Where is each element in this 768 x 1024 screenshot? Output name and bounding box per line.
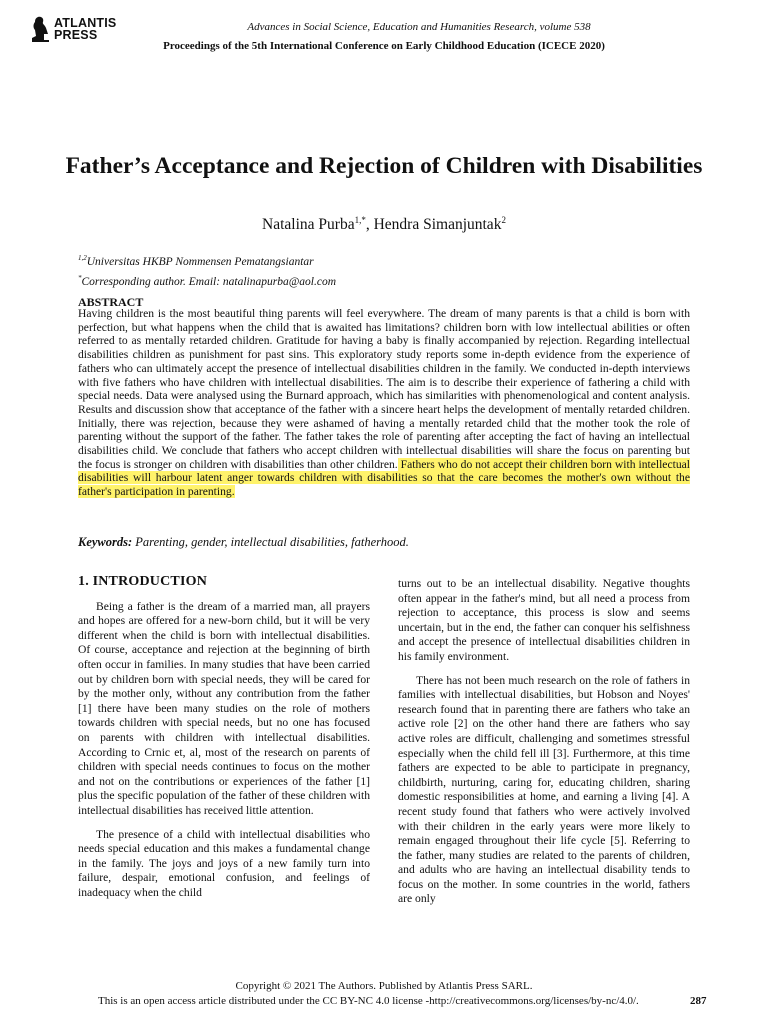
section-heading: 1. INTRODUCTION	[78, 574, 208, 589]
keywords	[78, 535, 409, 550]
copyright-line: Copyright © 2021 The Authors. Published by Atlantis Press SARL.	[235, 980, 533, 992]
right-column	[398, 577, 690, 916]
keywords-text: Parenting, gender, intellectual disabilities, fatherhood.	[132, 535, 409, 549]
paragraph: Being a father is the dream of a married man, all prayers and hopes are offered for a new-born child, but it will be very different when the child is born with intellectual disabilities. Of course, acceptance and rejection at the beginning of birth often occur in families. In many studies that have been carried out by children born with special needs, they will be cared for by the mother only, without any contribution from the father [1] there have been many studies on the role of mothers towards children with special needs, but no one has focused on parents with children with intellectual disabilities. According to Crnic et, al, most of the research on parents of children with special needs continues to focus on the mother and not on the contributions or experiences of the father [1] plus the specific population of the father of these children with intellectual disabilities has received little attention.	[78, 599, 370, 817]
paragraph: There has not been much research on the role of fathers in families with intellectual disabilities, but Hobson and Noyes' research found that in parenting there are fathers who take an active role [2] on the other hand there are fathers who say active roles are difficult, challenging and sometimes stressful especially when the child fell ill [3]. Furthermore, at this time fathers are expected to be able to participate in pregnancy, childbirth, nurturing, caring for, educating children, sharing domestic responsibilities at home, and earning a living [4]. A recent study found that fathers who were actively involved with their children in the early years were more likely to remain engaged throughout their life cycle [5]. Referring to the father, many studies are related to the parents of children, and adults who are having an intellectual disability tends to focus on the mother. In some countries in the world, fathers are only	[398, 673, 690, 906]
left-column	[78, 575, 370, 909]
license-line: This is an open access article distributed under the CC BY-NC 4.0 license -http://creativecommons.org/licenses/by-nc/4.0/.	[98, 995, 639, 1007]
proceedings-name: Proceedings of the 5th International Conference on Early Childhood Education (ICECE 2020)	[163, 40, 605, 52]
abstract-body	[78, 307, 690, 499]
logo-line1: ATLANTIS	[54, 16, 117, 30]
corresponding-text: Corresponding author. Email: natalinapurba@aol.com	[81, 275, 337, 288]
keywords-label: Keywords:	[78, 535, 133, 549]
paper-title: Father’s Acceptance and Rejection of Children with Disabilities	[65, 153, 703, 179]
thinker-statue-icon	[30, 16, 50, 42]
affiliations	[78, 250, 336, 290]
journal-name: Advances in Social Science, Education and Humanities Research, volume 538	[247, 21, 591, 33]
author-superscript: 1,*	[354, 215, 366, 225]
logo-line2: PRESS	[54, 28, 98, 42]
affiliation-line	[78, 250, 336, 270]
affiliation-text: Universitas HKBP Nommensen Pematangsiantar	[86, 255, 314, 268]
abstract-text: Having children is the most beautiful thing parents will feel everywhere. The dream of many parents is that a child is born with perfection, but what happens when the child that is awaited has limitations? children born with low intellectual abilities or often referred to as mentally retarded children. Gratitude for having a baby is finally accompanied by rejection. Regarding intellectual disabilities children as punishment for past sins. This exploratory study reports some in-depth evidence from the experience of fathers who can ultimately accept the presence of intellectual disabilities children in the family. We conducted in-depth interviews with five fathers who have children with intellectual disabilities. The aim is to describe their experience of fathering a child with special needs. Data were analysed using the Burnard approach, which has similarities with phenomenological and content analysis. Results and discussion show that acceptance of the father with a sincere heart helps the development of mentally retarded children. Initially, there was rejection, because they were ashamed of having a mentally retarded child that the mother took the role of parenting without the support of the father. The father takes the role of parenting after accepting the fact of having an intellectual disabilities child. We conclude that fathers who accept children with intellectual disabilities will share the focus on parenting but the focus is stronger on children with disabilities than other children.	[78, 307, 690, 471]
corresponding-superscript: *	[78, 273, 82, 282]
paragraph: turns out to be an intellectual disability. Negative thoughts often appear in the father's mind, but all need a process from rejection to acceptance, this process is slow and seems uncertain, but in the end, the father can conquer his selfishness and accept the presence of intellectual disabilities children in his family environment.	[398, 577, 690, 663]
publisher-logo	[30, 16, 116, 42]
author-name: Natalina Purba	[262, 216, 355, 234]
corresponding-line	[78, 270, 336, 290]
author-separator: ,	[365, 216, 374, 234]
author-name: Hendra Simanjuntak	[373, 216, 502, 234]
abstract-heading: ABSTRACT	[78, 295, 144, 309]
page-number: 287	[690, 995, 707, 1007]
author-superscript: 2	[501, 215, 506, 225]
abstract-highlight: Fathers who do not accept their children born with intellectual disabilities will harbour latent anger towards children with disabilities so that the care becomes the mother's own without the father's participation in parenting.	[78, 457, 690, 499]
logo-wordmark	[54, 17, 116, 41]
paragraph: The presence of a child with intellectual disabilities who needs special education and this makes a fundamental change in the family. The joys and joys of a new family turn into failure, despair, emotional confusion, and feelings of inadequacy when the child	[78, 827, 370, 899]
affiliation-superscript: 1,2	[78, 254, 87, 262]
author-list	[60, 215, 708, 234]
